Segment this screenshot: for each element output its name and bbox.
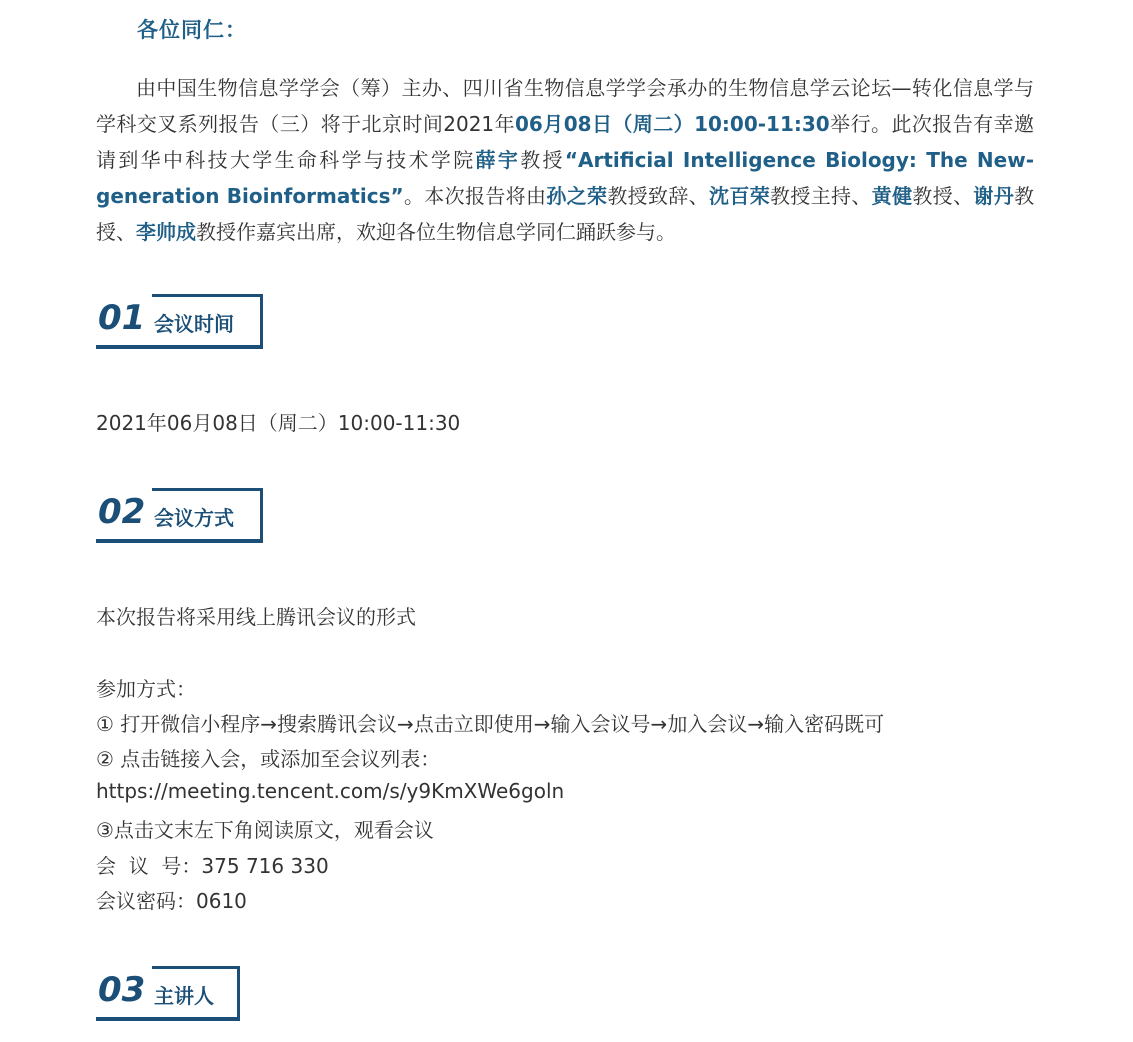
section-title: 主讲人 (154, 984, 214, 1008)
meeting-password: 会议密码：0610 (96, 889, 247, 913)
intro-text-9: 教授作嘉宾出席，欢迎各位生物信息学同仁踊跃参与。 (196, 220, 676, 244)
join-label: 参加方式： (96, 677, 196, 701)
section-heading-method (96, 488, 263, 543)
meeting-id: 会 议 号：375 716 330 (96, 854, 329, 878)
section-heading-time (96, 294, 263, 349)
intro-text-2: 举行。此次报告有幸邀请到华中科技大学生命科学与技术学院 (96, 112, 1035, 172)
join-step-2: ② 点击链接入会，或添加至会议列表： (96, 747, 441, 771)
intro-text-1: 由中国生物信息学学会（筹）主办、四川省生物信息学学会承办的生物信息学云论坛—转化信息学与学科交叉系列报告（三）将于北京时间2021年 (96, 76, 1034, 136)
meeting-link[interactable]: https://meeting.tencent.com/s/y9KmXWe6goln (96, 779, 565, 803)
section-heading-speaker (96, 966, 240, 1021)
join-step-3: ③点击文末左下角阅读原文，观看会议 (96, 818, 434, 842)
guest-name-3: 李帅成 (136, 220, 196, 244)
guest-name-1: 黄健 (871, 184, 913, 208)
intro-text-7: 教授、 (912, 184, 974, 208)
meeting-time-highlight: 06月08日（周二）10:00-11:30 (515, 112, 830, 136)
section-number: 03 (98, 970, 146, 1010)
intro-text-6: 教授主持、 (770, 184, 872, 208)
section-number: 02 (98, 492, 146, 532)
intro-text-5: 教授致辞、 (607, 184, 710, 208)
intro-text-4: 。本次报告将由 (403, 184, 547, 208)
section-title: 会议时间 (154, 312, 234, 336)
host-name-1: 孙之荣 (546, 184, 608, 208)
greeting: 各位同仁： (137, 18, 247, 42)
meeting-time: 2021年06月08日（周二）10:00-11:30 (96, 411, 461, 435)
intro-text-8: 教授、 (96, 184, 1035, 244)
intro-paragraph (96, 70, 1034, 250)
intro-text-3: 教授 (520, 148, 565, 172)
join-step-1: ① 打开微信小程序→搜索腾讯会议→点击立即使用→输入会议号→加入会议→输入密码既可 (96, 712, 885, 736)
speaker-name: 薛宇 (475, 148, 521, 172)
host-name-2: 沈百荣 (709, 184, 771, 208)
section-number: 01 (98, 298, 146, 338)
meeting-method-desc: 本次报告将采用线上腾讯会议的形式 (96, 605, 416, 629)
talk-title: “Artificial Intelligence Biology: The New-generation Bioinformatics” (96, 148, 1035, 208)
section-title: 会议方式 (154, 506, 234, 530)
guest-name-2: 谢丹 (973, 184, 1015, 208)
